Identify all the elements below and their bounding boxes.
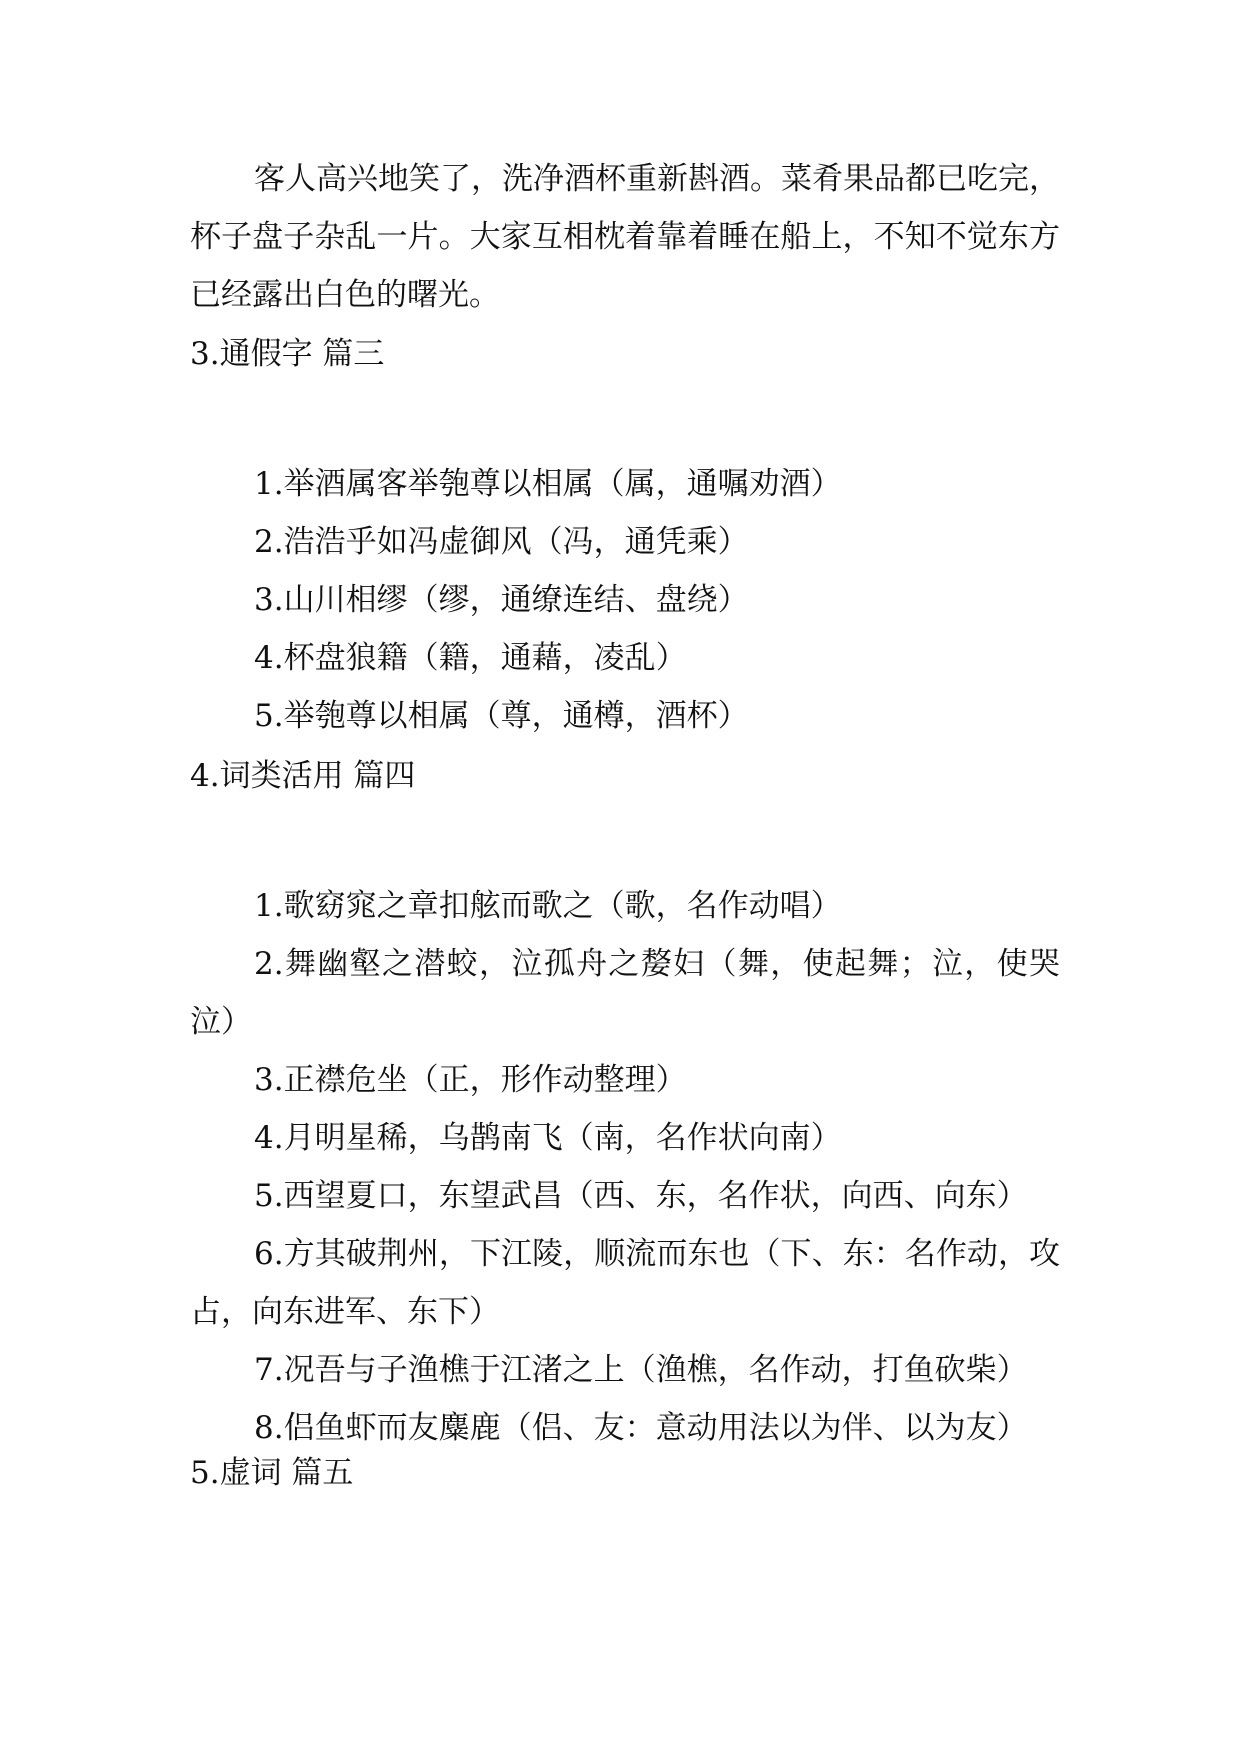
intro-paragraph: 客人高兴地笑了，洗净酒杯重新斟酒。菜肴果品都已吃完，杯子盘子杂乱一片。大家互相枕着靠着睡在船上，不知不觉东方已经露出白色的曙光。 [190,161,1060,313]
list-item: 7.况吾与子渔樵于江渚之上（渔樵，名作动，打鱼砍柴） [254,1352,1028,1388]
list-item: 5.西望夏口，东望武昌（西、东，名作状，向西、向东） [254,1178,1028,1214]
list-item: 6.方其破荆州，下江陵，顺流而东也（下、东：名作动，攻占，向东进军、东下） [190,1236,1060,1330]
list-item: 4.月明星稀，乌鹊南飞（南，名作状向南） [254,1120,842,1156]
list-item: 1.举酒属客举匏尊以相属（属，通嘱劝酒） [254,466,842,502]
section4-heading: 4.词类活用 篇四 [190,758,416,794]
list-item: 2.舞幽壑之潜蛟，泣孤舟之嫠妇（舞，使起舞；泣，使哭泣） [190,946,1060,1040]
section5-heading: 5.虚词 篇五 [190,1455,354,1491]
section3-heading: 3.通假字 篇三 [190,336,385,372]
section3-list [190,455,1060,745]
list-item: 8.侣鱼虾而友麋鹿（侣、友：意动用法以为伴、以为友） [254,1410,1028,1446]
list-item: 3.正襟危坐（正，形作动整理） [254,1062,687,1098]
list-item: 5.举匏尊以相属（尊，通樽，酒杯） [254,698,749,734]
list-item: 1.歌窈窕之章扣舷而歌之（歌，名作动唱） [254,888,842,924]
list-item: 4.杯盘狼籍（籍，通藉，凌乱） [254,640,687,676]
list-item: 3.山川相缪（缪，通缭连结、盘绕） [254,582,749,618]
list-item: 2.浩浩乎如冯虚御风（冯，通凭乘） [254,524,749,560]
section4-list [190,877,1060,1457]
